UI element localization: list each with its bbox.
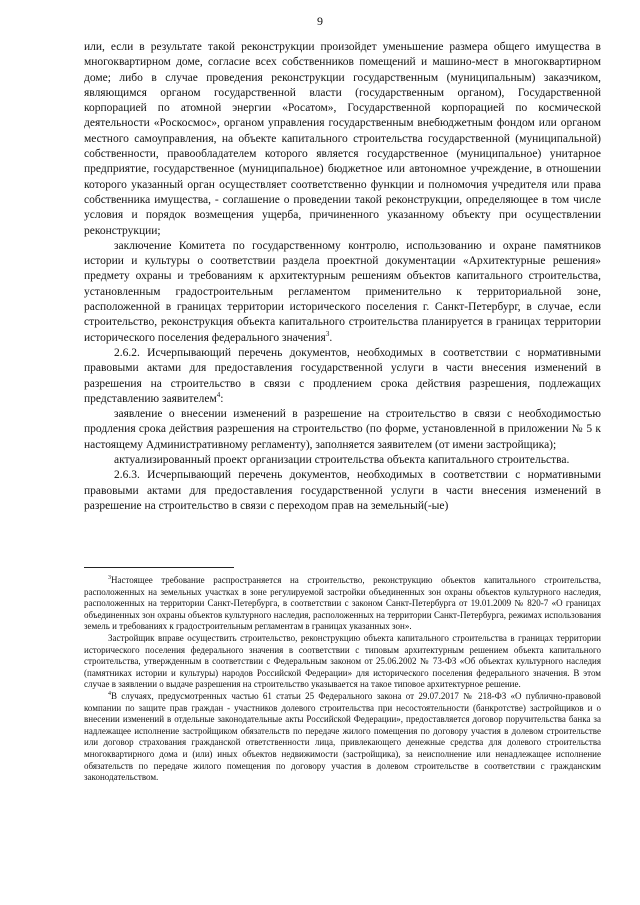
paragraph-1: или, если в результате такой реконструкции произойдет уменьшение размера общего имущества в многоквартирном доме, согласие всех собственников помещений и машино-мест в многоквартирном доме; либо в случае проведения реконструкции государственным (муниципальным) заказчиком, являющимся органом государственной власти (государственным органом), Государственной корпорацией по атомной энергии «Росатом», Государственной корпорацией по космической деятельности «Роскосмос», органом управления государственным внебюджетным фондом или органом местного самоуправления, на объекте капитального строительства государственной (муниципальной) собственности, правообладателем которого является государственное (муниципальное) унитарное предприятие, государственное (муниципальное) бюджетное или автономное учреждение, в отношении которого указанный орган осуществляет соответственно функции и полномочия учредителя или права собственника имущества, - соглашение о проведении такой реконструкции, определяющее в том числе условия и порядок возмещения ущерба, причиненного указанному объекту при осуществлении реконструкции; — [84, 41, 601, 237]
paragraph-2 — [84, 239, 601, 346]
paragraph-2-text: заключение Комитета по государственному контролю, использованию и охране памятников истории и культуры о соответствии раздела проектной документации «Архитектурные решения» предмету охраны и требованиям к архитектурным решениям объектов капитального строительства, установленным градостроительным регламентом применительно к территориальной зоне, расположенной в границах территории исторического поселения г. Санкт-Петербург, в случае, если строительство, реконструкция объекта капитального строительства планируется в границах территории исторического поселения федерального значения — [84, 239, 601, 344]
paragraph-5: актуализированный проект организации строительства объекта капитального строительства. — [114, 454, 570, 467]
page-number: 9 — [317, 14, 323, 28]
paragraph-2-end: . — [329, 331, 333, 344]
paragraph-4: заявление о внесении изменений в разрешение на строительство в связи с необходимостью продления срока действия разрешения на строительство (по форме, установленной в приложении № 5 к настоящему Административному регламенту), заполняется заявителем (от имени застройщика); — [84, 408, 601, 451]
paragraph-6: 2.6.3. Исчерпывающий перечень документов, необходимых в соответствии с нормативными правовыми актами для предоставления государственной услуги в части внесения изменений в разрешение на строительство в связи с переходом прав на земельный(-ые) — [84, 469, 601, 512]
footnote-ref-4[interactable]: 4 — [216, 391, 221, 399]
main-text — [84, 40, 601, 514]
footnote-4-mark: 4 — [108, 690, 111, 697]
footnote-3-continuation: Застройщик вправе осуществить строительство, реконструкцию объекта капитального строительства в границах территории исторического поселения федерального значения в соответствии с типовым архитектурным решением объекта капитального строительства, утвержденным в соответствии с Федеральным законом от 25.06.2002 № 73-ФЗ «Об объектах культурного наследия (памятниках истории и культуры) народов Российской Федерации» для исторического поселения федерального значения. В этом случае в заявлении о выдаче разрешения на строительство указывается на такое типовое архитектурное решение. — [84, 632, 601, 690]
paragraph-3-text: 2.6.2. Исчерпывающий перечень документов, необходимых в соответствии с нормативными правовыми актами для предоставления государственной услуги в части внесения изменений в разрешения на строительство в связи с продлением срока действия разрешения, подлежащих представлению заявителем — [84, 346, 601, 405]
footnotes — [84, 575, 601, 784]
footnote-separator — [84, 567, 234, 568]
footnote-3-mark: 3 — [108, 575, 111, 581]
paragraph-3 — [84, 346, 601, 407]
footnote-3-text: Настоящее требование распространяется на строительство, реконструкцию объектов капитального строительства, расположенных на земельных участках в зоне регулируемой застройки объединенных зон охраны объектов культурного наследия, расположенных на территории Санкт-Петербурга, в соответствии с законом Санкт-Петербурга от 19.01.2009 № 820-7 «О границах объединенных зон охраны объектов культурного наследия, расположенных на территории Санкт-Петербурга, режимах использования земель и требованиях к градостроительным регламентам в границах указанных зон». — [84, 575, 601, 632]
footnote-4 — [84, 691, 601, 784]
footnote-4-text: В случаях, предусмотренных частью 61 статьи 25 Федерального закона от 29.07.2017 № 218-ФЗ «О публично-правовой компании по защите прав граждан - участников долевого строительства при несостоятельности (банкротстве) застройщиков и о внесении изменений в отдельные законодательные акты Российской Федерации», предоставляется договор поручительства банка за надлежащее исполнение застройщиком обязательств по передаче жилого помещения по договору участия в долевом строительстве или договор страхования гражданской ответственности лица, привлекающего денежные средства для долевого строительства многоквартирного дома и (или) иных объектов недвижимости (застройщика), за неисполнение или ненадлежащее исполнение обязательств по передаче жилого помещения по договору участия в долевом строительстве в соответствии с гражданским законодательством. — [84, 690, 601, 783]
paragraph-3-end: : — [220, 392, 224, 405]
footnote-ref-3[interactable]: 3 — [325, 329, 330, 338]
footnote-3 — [84, 575, 601, 633]
